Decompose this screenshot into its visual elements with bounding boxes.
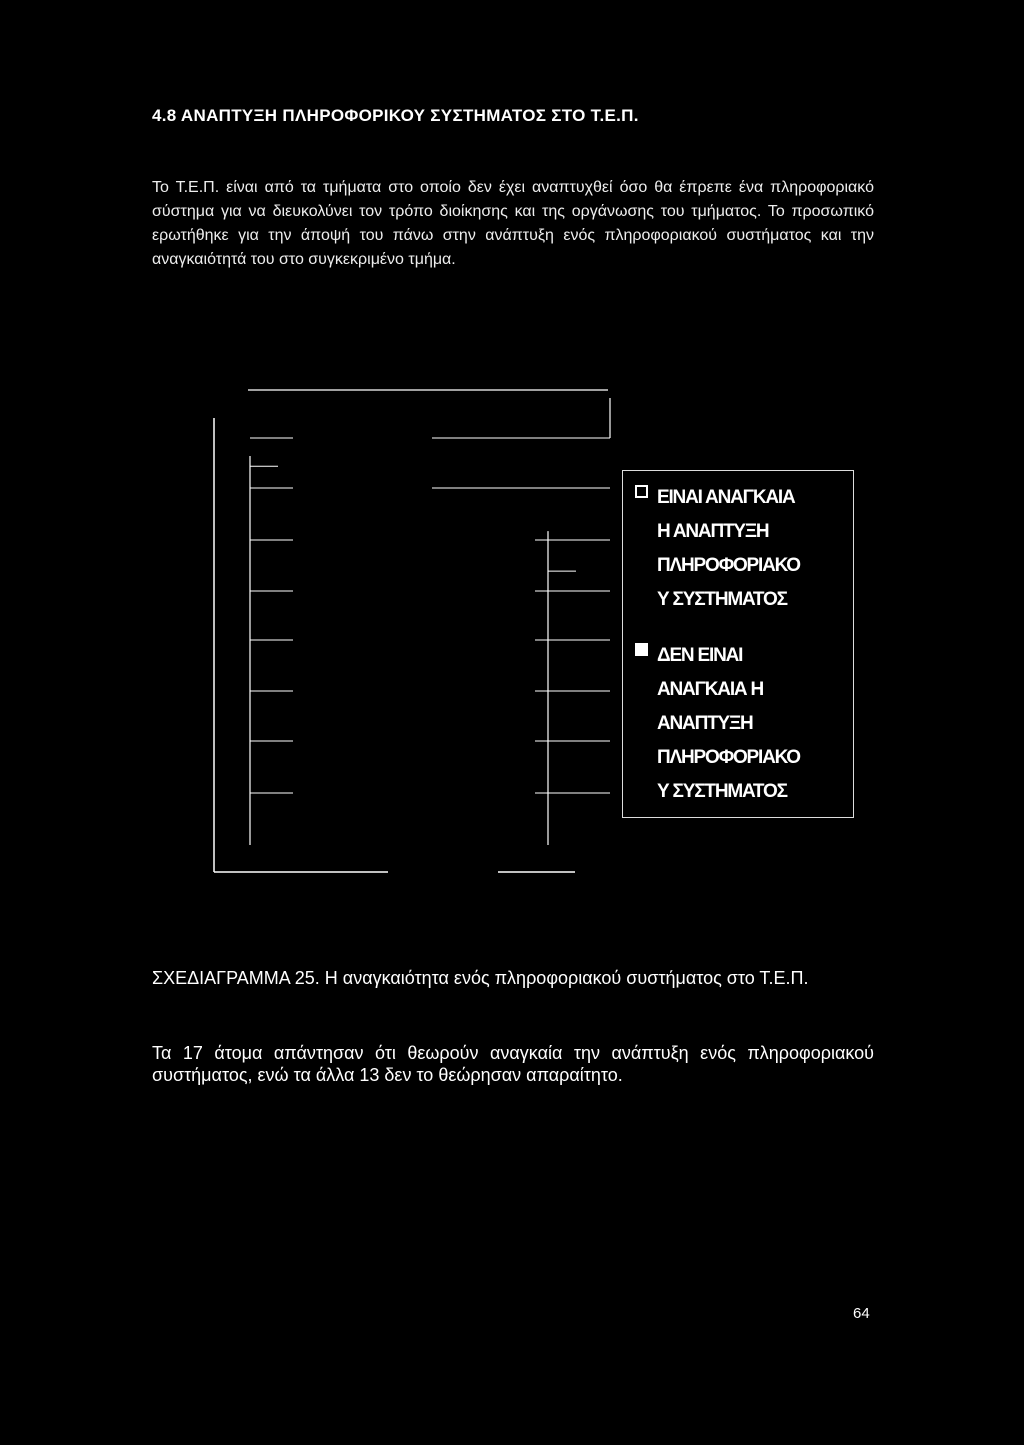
page-number: 64 (853, 1305, 870, 1322)
legend-label-necessary: ΕΙΝΑΙ ΑΝΑΓΚΑΙΑ Η ΑΝΑΠΤΥΞΗ ΠΛΗΡΟΦΟΡΙΑΚΟ Υ ΣΥΣΤΗΜΑΤΟΣ (657, 487, 800, 610)
section-heading: 4.8 ΑΝΑΠΤΥΞΗ ΠΛΗΡΟΦΟΡΙΚΟΥ ΣΥΣΤΗΜΑΤΟΣ ΣΤΟ Τ.Ε.Π. (152, 106, 639, 125)
chart-legend (622, 470, 854, 818)
figure-caption: ΣΧΕΔΙΑΓΡΑΜΜΑ 25. Η αναγκαιότητα ενός πληροφοριακού συστήματος στο Τ.Ε.Π. (152, 968, 809, 988)
legend-item-necessary (635, 481, 847, 617)
intro-paragraph: Το Τ.Ε.Π. είναι από τα τμήματα στο οποίο δεν έχει αναπτυχθεί όσο θα έπρεπε ένα πληροφοριακό σύστημα για να διευκολύνει τον τρόπο διοίκησης και της οργάνωσης του τμήματος. Το προσωπικό ερωτήθηκε για την άποψή του πάνω στην ανάπτυξη ενός πληροφοριακού συστήματος και την αναγκαιότητά του στο συγκεκριμένο τμήμα. (152, 179, 874, 268)
legend-item-not-necessary (635, 639, 847, 809)
legend-swatch-outline-icon (635, 485, 648, 498)
legend-label-not-necessary: ΔΕΝ ΕΙΝΑΙ ΑΝΑΓΚΑΙΑ Η ΑΝΑΠΤΥΞΗ ΠΛΗΡΟΦΟΡΙΑΚΟ Υ ΣΥΣΤΗΜΑΤΟΣ (657, 645, 800, 802)
conclusion-paragraph: Τα 17 άτομα απάντησαν ότι θεωρούν αναγκαία την ανάπτυξη ενός πληροφοριακού συστήματος, ενώ τα άλλα 13 δεν το θεώρησαν απαραίτητο. (152, 1043, 874, 1085)
legend-swatch-solid-icon (635, 643, 648, 656)
